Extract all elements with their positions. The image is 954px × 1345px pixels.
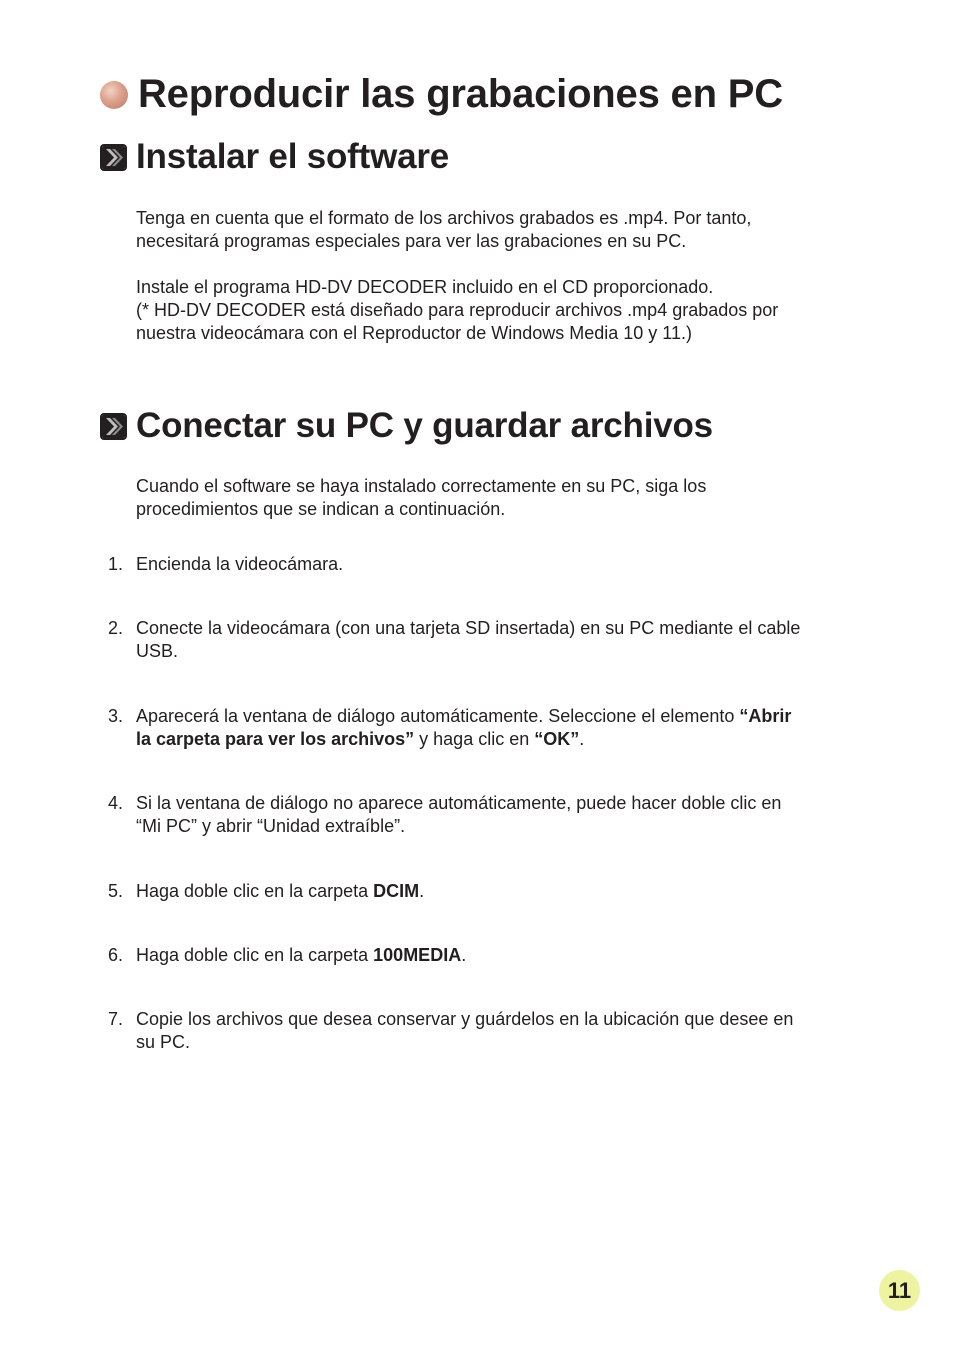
step-text bbox=[136, 705, 848, 751]
text-run: . bbox=[461, 945, 467, 965]
list-item bbox=[100, 944, 860, 967]
text-run: . bbox=[419, 881, 425, 901]
text-line: Instale el programa HD-DV DECODER incluido en el CD proporcionado. bbox=[136, 277, 714, 297]
text-line: Tenga en cuenta que el formato de los archivos grabados es .mp4. Por tanto, bbox=[136, 208, 752, 228]
main-title-block bbox=[100, 72, 783, 117]
text-line: necesitará programas especiales para ver las grabaciones en su PC. bbox=[136, 231, 687, 251]
step-number: 3. bbox=[108, 706, 124, 726]
bold-folder-name: DCIM bbox=[373, 881, 420, 901]
text-line: (* HD-DV DECODER está diseñado para reproducir archivos .mp4 grabados por bbox=[136, 300, 779, 320]
page-number-badge bbox=[879, 1270, 920, 1311]
list-item bbox=[100, 553, 860, 576]
step-text bbox=[136, 880, 848, 903]
list-item bbox=[100, 617, 860, 663]
chevron-right-box-icon bbox=[100, 413, 127, 440]
text-run: Haga doble clic en la carpeta bbox=[136, 945, 374, 965]
step-number: 4. bbox=[108, 793, 124, 813]
bold-option-name: “Abrir bbox=[739, 706, 792, 726]
section-heading-connect bbox=[100, 406, 713, 446]
section-title: Conectar su PC y guardar archivos bbox=[136, 406, 713, 445]
step-text bbox=[136, 944, 848, 967]
bold-option-name: la carpeta para ver los archivos” bbox=[136, 729, 415, 749]
paragraph-format bbox=[136, 207, 856, 253]
paragraph-install bbox=[136, 276, 856, 345]
text-run: Haga doble clic en la carpeta bbox=[136, 881, 374, 901]
text-line: procedimientos que se indican a continuación. bbox=[136, 499, 506, 519]
bold-button-name: “OK” bbox=[534, 729, 580, 749]
text-line: Cuando el software se haya instalado correctamente en su PC, siga los bbox=[136, 476, 707, 496]
section-title: Instalar el software bbox=[136, 137, 450, 176]
step-number: 5. bbox=[108, 881, 124, 901]
step-text: Encienda la videocámara. bbox=[136, 554, 344, 574]
text-line: su PC. bbox=[136, 1032, 191, 1052]
text-line: “Mi PC” y abrir “Unidad extraíble”. bbox=[136, 816, 406, 836]
text-line: nuestra videocámara con el Reproductor de Windows Media 10 y 11.) bbox=[136, 323, 692, 343]
text-line: Conecte la videocámara (con una tarjeta SD insertada) en su PC mediante el cable bbox=[136, 618, 801, 638]
orb-bullet-icon bbox=[100, 81, 128, 109]
text-run: . bbox=[579, 729, 585, 749]
page-title: Reproducir las grabaciones en PC bbox=[138, 72, 783, 116]
step-number: 1. bbox=[108, 554, 124, 574]
page-number: 11 bbox=[887, 1277, 912, 1303]
text-line: USB. bbox=[136, 641, 179, 661]
list-item bbox=[100, 705, 860, 751]
paragraph-intro bbox=[136, 475, 856, 521]
bold-folder-name: 100MEDIA bbox=[373, 945, 462, 965]
text-line: Si la ventana de diálogo no aparece automáticamente, puede hacer doble clic en bbox=[136, 793, 782, 813]
text-run: y haga clic en bbox=[414, 729, 535, 749]
list-item bbox=[100, 792, 860, 838]
step-text bbox=[136, 1008, 848, 1054]
step-text bbox=[136, 792, 848, 838]
section-heading-install bbox=[100, 137, 449, 177]
list-item bbox=[100, 880, 860, 903]
step-number: 2. bbox=[108, 618, 124, 638]
step-number: 6. bbox=[108, 945, 124, 965]
list-item bbox=[100, 1008, 860, 1054]
chevron-right-box-icon bbox=[100, 144, 127, 171]
text-line: Copie los archivos que desea conservar y guárdelos en la ubicación que desee en bbox=[136, 1009, 794, 1029]
step-text bbox=[136, 617, 848, 663]
text-run: Aparecerá la ventana de diálogo automáticamente. Seleccione el elemento bbox=[136, 706, 740, 726]
step-number: 7. bbox=[108, 1009, 124, 1029]
